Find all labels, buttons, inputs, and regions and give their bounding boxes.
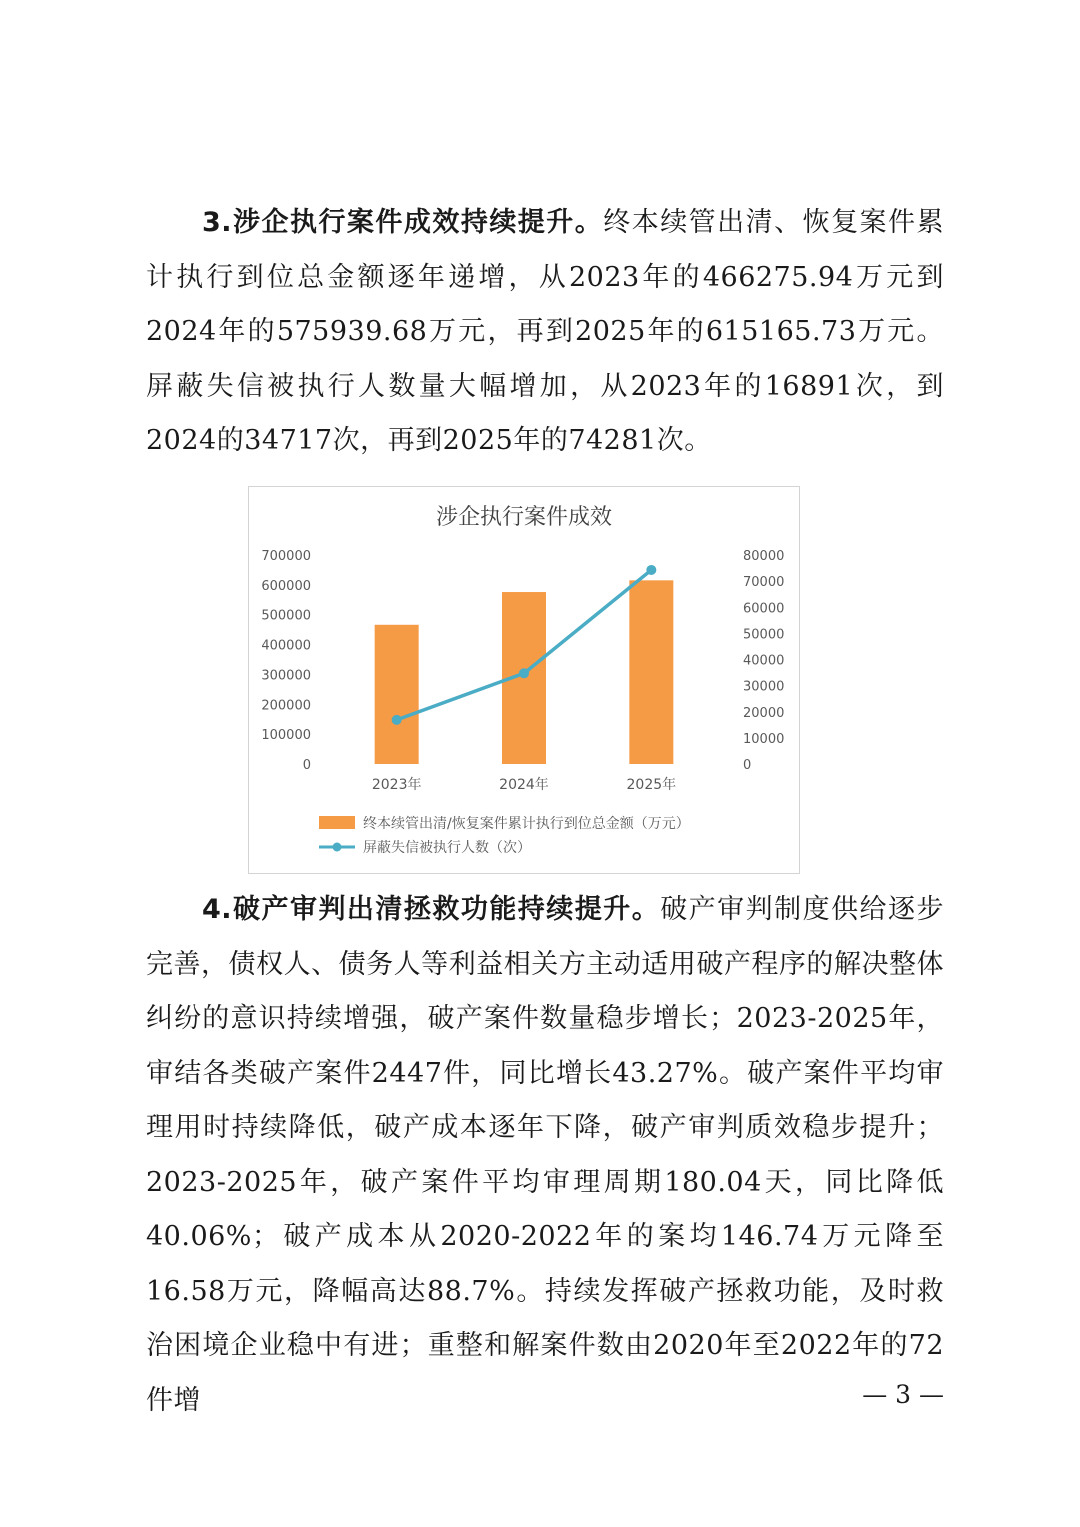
section-3-paragraph (146, 196, 944, 469)
right-axis-tick-label: 50000 (743, 627, 785, 643)
section-3-body: 终本续管出清、恢复案件累计执行到位总金额逐年递增，从2023年的466275.94万元到2024年的575939.68万元，再到2025年的615165.73万元。屏蔽失信被执行人数量大幅增加，从2023年的16891次，到2024的34717次，再到2025年的74281次。 (146, 207, 945, 456)
left-axis-tick-label: 200000 (261, 698, 311, 714)
right-axis-tick-label: 80000 (743, 549, 785, 564)
left-axis-tick-label: 500000 (261, 608, 311, 624)
legend-label-line: 屏蔽失信被执行人数（次） (363, 840, 531, 856)
x-axis-tick-label: 2023年 (371, 777, 422, 793)
x-axis-tick-label: 2025年 (626, 777, 677, 793)
chart-title: 涉企执行案件成效 (435, 505, 613, 530)
right-axis-tick-label: 30000 (743, 679, 785, 695)
right-axis-tick-label: 60000 (743, 601, 785, 617)
bar-2023年 (375, 625, 419, 764)
legend-swatch-marker (333, 843, 342, 852)
right-axis-tick-label: 20000 (743, 705, 785, 721)
left-axis-tick-label: 300000 (261, 668, 311, 684)
left-axis-tick-label: 0 (302, 758, 311, 773)
right-axis-tick-label: 70000 (743, 575, 785, 591)
section-4-paragraph (146, 883, 944, 1428)
left-axis-tick-label: 400000 (261, 638, 311, 654)
section-3-heading: 3.涉企执行案件成效持续提升。 (202, 207, 604, 238)
combo-chart (249, 487, 799, 873)
right-axis-tick-label: 10000 (743, 731, 785, 747)
line-point-2024年 (519, 668, 529, 678)
left-axis-tick-label: 600000 (261, 578, 311, 594)
legend-label-bar: 终本续管出清/恢复案件累计执行到位总金额（万元） (363, 816, 690, 832)
line-point-2025年 (646, 565, 656, 575)
bar-2025年 (629, 580, 673, 764)
right-axis-tick-label: 0 (743, 758, 752, 773)
right-axis-tick-label: 40000 (743, 653, 785, 669)
section-4-heading: 4.破产审判出清拯救功能持续提升。 (202, 894, 661, 925)
line-point-2023年 (392, 715, 402, 725)
section-4-body: 破产审判制度供给逐步完善，债权人、债务人等利益相关方主动适用破产程序的解决整体纠纷的意识持续增强，破产案件数量稳步增长；2023-2025年，审结各类破产案件2447件，同比增长43.27%。破产案件平均审理用时持续降低，破产成本逐年下降，破产审判质效稳步提升；2023-2025年，破产案件平均审理周期180.04天，同比降低40.06%；破产成本从2020-2022年的案均146.74万元降至16.58万元，降幅高达88.7%。持续发挥破产拯救功能，及时救治困境企业稳中有进；重整和解案件数由2020年至2022年的72件增 (146, 894, 945, 1416)
page-number: — 3 — (862, 1380, 944, 1409)
chart-container (248, 486, 800, 874)
left-axis-tick-label: 100000 (261, 728, 311, 744)
left-axis-tick-label: 700000 (261, 549, 311, 564)
legend-swatch-bar (319, 816, 355, 829)
x-axis-tick-label: 2024年 (499, 777, 549, 793)
